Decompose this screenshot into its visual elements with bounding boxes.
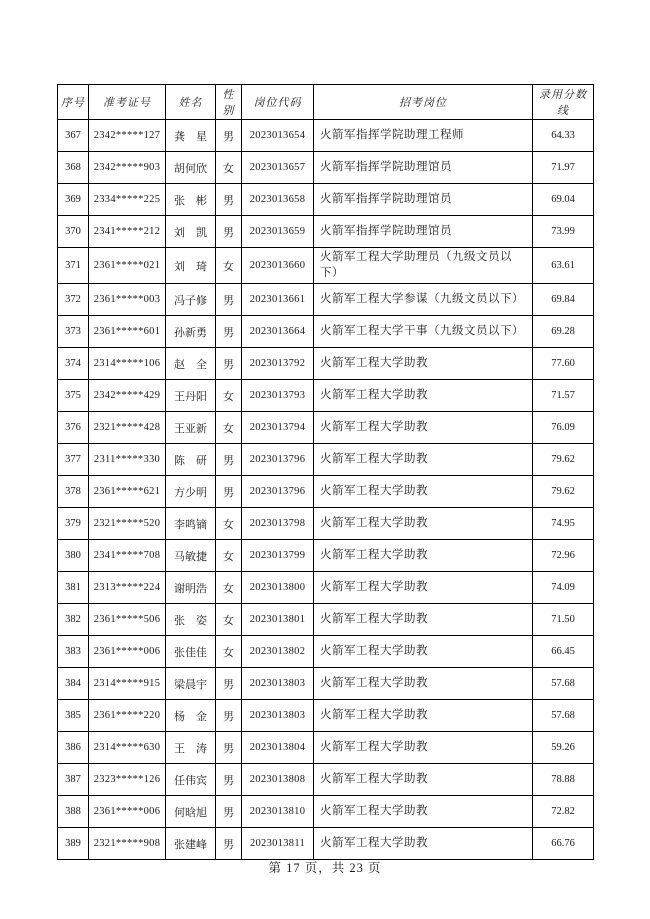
cell-position-code: 2023013658 xyxy=(242,184,314,216)
table-row xyxy=(58,732,594,764)
cell-seq: 385 xyxy=(58,700,89,732)
cell-seq: 371 xyxy=(58,248,89,284)
cell-gender: 男 xyxy=(216,700,242,732)
cell-position-code: 2023013803 xyxy=(242,700,314,732)
cell-score: 64.33 xyxy=(533,120,594,152)
cell-exam-id: 2361*****506 xyxy=(89,604,166,636)
table-row xyxy=(58,152,594,184)
cell-exam-id: 2341*****212 xyxy=(89,216,166,248)
cell-gender: 男 xyxy=(216,828,242,860)
cell-gender: 男 xyxy=(216,796,242,828)
cell-gender: 男 xyxy=(216,316,242,348)
cell-score: 69.04 xyxy=(533,184,594,216)
cell-seq: 383 xyxy=(58,636,89,668)
cell-position: 火箭军工程大学助教 xyxy=(314,828,533,860)
cell-exam-id: 2361*****003 xyxy=(89,284,166,316)
cell-score: 73.99 xyxy=(533,216,594,248)
cell-seq: 384 xyxy=(58,668,89,700)
cell-score: 66.76 xyxy=(533,828,594,860)
table-row xyxy=(58,796,594,828)
cell-exam-id: 2361*****601 xyxy=(89,316,166,348)
cell-position-code: 2023013808 xyxy=(242,764,314,796)
cell-gender: 女 xyxy=(216,508,242,540)
cell-exam-id: 2334*****225 xyxy=(89,184,166,216)
cell-exam-id: 2321*****520 xyxy=(89,508,166,540)
column-header-name: 姓名 xyxy=(166,85,216,120)
cell-exam-id: 2361*****006 xyxy=(89,796,166,828)
cell-seq: 387 xyxy=(58,764,89,796)
cell-position: 火箭军工程大学助教 xyxy=(314,412,533,444)
cell-seq: 381 xyxy=(58,572,89,604)
cell-score: 76.09 xyxy=(533,412,594,444)
table-row xyxy=(58,476,594,508)
cell-position: 火箭军工程大学助教 xyxy=(314,380,533,412)
cell-position: 火箭军指挥学院助理馆员 xyxy=(314,184,533,216)
cell-gender: 男 xyxy=(216,120,242,152)
cell-seq: 380 xyxy=(58,540,89,572)
cell-exam-id: 2311*****330 xyxy=(89,444,166,476)
cell-gender: 男 xyxy=(216,732,242,764)
cell-name: 王丹阳 xyxy=(166,380,216,412)
column-header-seq: 序号 xyxy=(58,85,89,120)
cell-seq: 386 xyxy=(58,732,89,764)
cell-gender: 男 xyxy=(216,348,242,380)
cell-name: 杨 金 xyxy=(166,700,216,732)
cell-name: 王亚新 xyxy=(166,412,216,444)
cell-position-code: 2023013654 xyxy=(242,120,314,152)
cell-exam-id: 2314*****915 xyxy=(89,668,166,700)
cell-position-code: 2023013799 xyxy=(242,540,314,572)
cell-gender: 男 xyxy=(216,184,242,216)
cell-position-code: 2023013796 xyxy=(242,444,314,476)
cell-position: 火箭军工程大学助教 xyxy=(314,796,533,828)
cell-name: 马敏捷 xyxy=(166,540,216,572)
cell-score: 71.97 xyxy=(533,152,594,184)
cell-score: 71.57 xyxy=(533,380,594,412)
cell-gender: 男 xyxy=(216,668,242,700)
cell-position-code: 2023013802 xyxy=(242,636,314,668)
cell-name: 龚 星 xyxy=(166,120,216,152)
cell-exam-id: 2321*****428 xyxy=(89,412,166,444)
cell-seq: 379 xyxy=(58,508,89,540)
cell-position: 火箭军工程大学参谋（九级文员以下） xyxy=(314,284,533,316)
cell-gender: 女 xyxy=(216,572,242,604)
cell-seq: 368 xyxy=(58,152,89,184)
cell-position-code: 2023013810 xyxy=(242,796,314,828)
cell-position: 火箭军指挥学院助理工程师 xyxy=(314,120,533,152)
cell-exam-id: 2342*****903 xyxy=(89,152,166,184)
cell-position-code: 2023013801 xyxy=(242,604,314,636)
cell-position: 火箭军指挥学院助理馆员 xyxy=(314,216,533,248)
cell-seq: 389 xyxy=(58,828,89,860)
cell-position-code: 2023013661 xyxy=(242,284,314,316)
cell-name: 何晗旭 xyxy=(166,796,216,828)
cell-score: 79.62 xyxy=(533,476,594,508)
cell-position-code: 2023013660 xyxy=(242,248,314,284)
cell-seq: 388 xyxy=(58,796,89,828)
cell-position-code: 2023013657 xyxy=(242,152,314,184)
cell-position: 火箭军工程大学助教 xyxy=(314,732,533,764)
table-row xyxy=(58,828,594,860)
table-row xyxy=(58,668,594,700)
table-row xyxy=(58,604,594,636)
cell-position-code: 2023013659 xyxy=(242,216,314,248)
cell-score: 78.88 xyxy=(533,764,594,796)
cell-position-code: 2023013796 xyxy=(242,476,314,508)
cell-gender: 男 xyxy=(216,444,242,476)
cell-position: 火箭军工程大学助教 xyxy=(314,764,533,796)
cell-name: 陈 研 xyxy=(166,444,216,476)
cell-seq: 382 xyxy=(58,604,89,636)
cell-name: 李鸣镝 xyxy=(166,508,216,540)
table-row xyxy=(58,764,594,796)
cell-name: 冯子修 xyxy=(166,284,216,316)
page-number-footer: 第 17 页，共 23 页 xyxy=(268,861,382,875)
table-row xyxy=(58,380,594,412)
column-header-position-code: 岗位代码 xyxy=(242,85,314,120)
cell-exam-id: 2361*****006 xyxy=(89,636,166,668)
cell-position: 火箭军工程大学助教 xyxy=(314,540,533,572)
cell-gender: 女 xyxy=(216,248,242,284)
cell-seq: 374 xyxy=(58,348,89,380)
cell-position-code: 2023013804 xyxy=(242,732,314,764)
table-row xyxy=(58,348,594,380)
cell-seq: 369 xyxy=(58,184,89,216)
cell-seq: 367 xyxy=(58,120,89,152)
cell-score: 57.68 xyxy=(533,700,594,732)
cell-score: 79.62 xyxy=(533,444,594,476)
cell-score: 74.09 xyxy=(533,572,594,604)
table-row xyxy=(58,700,594,732)
cell-score: 57.68 xyxy=(533,668,594,700)
cell-gender: 女 xyxy=(216,636,242,668)
cell-position: 火箭军工程大学助教 xyxy=(314,604,533,636)
cell-name: 方少明 xyxy=(166,476,216,508)
cell-name: 任伟宾 xyxy=(166,764,216,796)
cell-seq: 375 xyxy=(58,380,89,412)
cell-name: 张建峰 xyxy=(166,828,216,860)
cell-score: 74.95 xyxy=(533,508,594,540)
cell-score: 66.45 xyxy=(533,636,594,668)
table-row xyxy=(58,508,594,540)
cell-position-code: 2023013800 xyxy=(242,572,314,604)
cell-name: 孙新勇 xyxy=(166,316,216,348)
column-header-exam-id: 准考证号 xyxy=(89,85,166,120)
table-row xyxy=(58,540,594,572)
table-header-row xyxy=(58,85,594,120)
table-row xyxy=(58,216,594,248)
cell-gender: 女 xyxy=(216,604,242,636)
cell-name: 刘 琦 xyxy=(166,248,216,284)
cell-position: 火箭军工程大学助教 xyxy=(314,508,533,540)
cell-name: 刘 凯 xyxy=(166,216,216,248)
cell-position: 火箭军工程大学助教 xyxy=(314,636,533,668)
cell-exam-id: 2314*****106 xyxy=(89,348,166,380)
cell-exam-id: 2342*****127 xyxy=(89,120,166,152)
cell-score: 71.50 xyxy=(533,604,594,636)
cell-gender: 男 xyxy=(216,764,242,796)
table-row xyxy=(58,412,594,444)
cell-name: 赵 全 xyxy=(166,348,216,380)
cell-position: 火箭军工程大学干事（九级文员以下） xyxy=(314,316,533,348)
cell-gender: 女 xyxy=(216,412,242,444)
table-row xyxy=(58,184,594,216)
cell-gender: 男 xyxy=(216,284,242,316)
cell-position: 火箭军工程大学助教 xyxy=(314,444,533,476)
cell-exam-id: 2361*****621 xyxy=(89,476,166,508)
cell-name: 张 彬 xyxy=(166,184,216,216)
cell-score: 77.60 xyxy=(533,348,594,380)
cell-seq: 378 xyxy=(58,476,89,508)
cell-position: 火箭军工程大学助理员（九级文员以下） xyxy=(314,248,533,284)
cell-score: 69.84 xyxy=(533,284,594,316)
table-row xyxy=(58,284,594,316)
cell-exam-id: 2314*****630 xyxy=(89,732,166,764)
cell-name: 梁晨宇 xyxy=(166,668,216,700)
table-row xyxy=(58,248,594,284)
cell-score: 72.82 xyxy=(533,796,594,828)
cell-position: 火箭军工程大学助教 xyxy=(314,668,533,700)
cell-position: 火箭军工程大学助教 xyxy=(314,572,533,604)
cell-exam-id: 2323*****126 xyxy=(89,764,166,796)
cell-name: 张佳佳 xyxy=(166,636,216,668)
cell-seq: 377 xyxy=(58,444,89,476)
cell-position-code: 2023013811 xyxy=(242,828,314,860)
cell-position-code: 2023013803 xyxy=(242,668,314,700)
cell-exam-id: 2341*****708 xyxy=(89,540,166,572)
cell-position: 火箭军指挥学院助理馆员 xyxy=(314,152,533,184)
cell-name: 张 姿 xyxy=(166,604,216,636)
column-header-position: 招考岗位 xyxy=(314,85,533,120)
table-row xyxy=(58,120,594,152)
cell-score: 69.28 xyxy=(533,316,594,348)
cell-gender: 女 xyxy=(216,152,242,184)
cell-exam-id: 2313*****224 xyxy=(89,572,166,604)
table-row xyxy=(58,572,594,604)
cell-score: 72.96 xyxy=(533,540,594,572)
cell-exam-id: 2321*****908 xyxy=(89,828,166,860)
cell-seq: 372 xyxy=(58,284,89,316)
table-row xyxy=(58,636,594,668)
column-header-gender: 性别 xyxy=(216,85,242,120)
cell-name: 王 涛 xyxy=(166,732,216,764)
cell-seq: 376 xyxy=(58,412,89,444)
cell-score: 63.61 xyxy=(533,248,594,284)
cell-exam-id: 2361*****220 xyxy=(89,700,166,732)
cell-score: 59.26 xyxy=(533,732,594,764)
cell-seq: 370 xyxy=(58,216,89,248)
table-row xyxy=(58,316,594,348)
cell-position-code: 2023013794 xyxy=(242,412,314,444)
column-header-score: 录用分数线 xyxy=(533,85,594,120)
cell-position: 火箭军工程大学助教 xyxy=(314,348,533,380)
cell-gender: 女 xyxy=(216,540,242,572)
cell-gender: 女 xyxy=(216,380,242,412)
recruitment-score-table xyxy=(57,84,594,860)
cell-position-code: 2023013792 xyxy=(242,348,314,380)
cell-name: 谢明浩 xyxy=(166,572,216,604)
cell-gender: 男 xyxy=(216,476,242,508)
cell-position: 火箭军工程大学助教 xyxy=(314,700,533,732)
cell-position: 火箭军工程大学助教 xyxy=(314,476,533,508)
cell-gender: 男 xyxy=(216,216,242,248)
cell-exam-id: 2361*****021 xyxy=(89,248,166,284)
cell-exam-id: 2342*****429 xyxy=(89,380,166,412)
cell-name: 胡何欣 xyxy=(166,152,216,184)
cell-position-code: 2023013793 xyxy=(242,380,314,412)
cell-position-code: 2023013664 xyxy=(242,316,314,348)
cell-seq: 373 xyxy=(58,316,89,348)
table-row xyxy=(58,444,594,476)
cell-position-code: 2023013798 xyxy=(242,508,314,540)
